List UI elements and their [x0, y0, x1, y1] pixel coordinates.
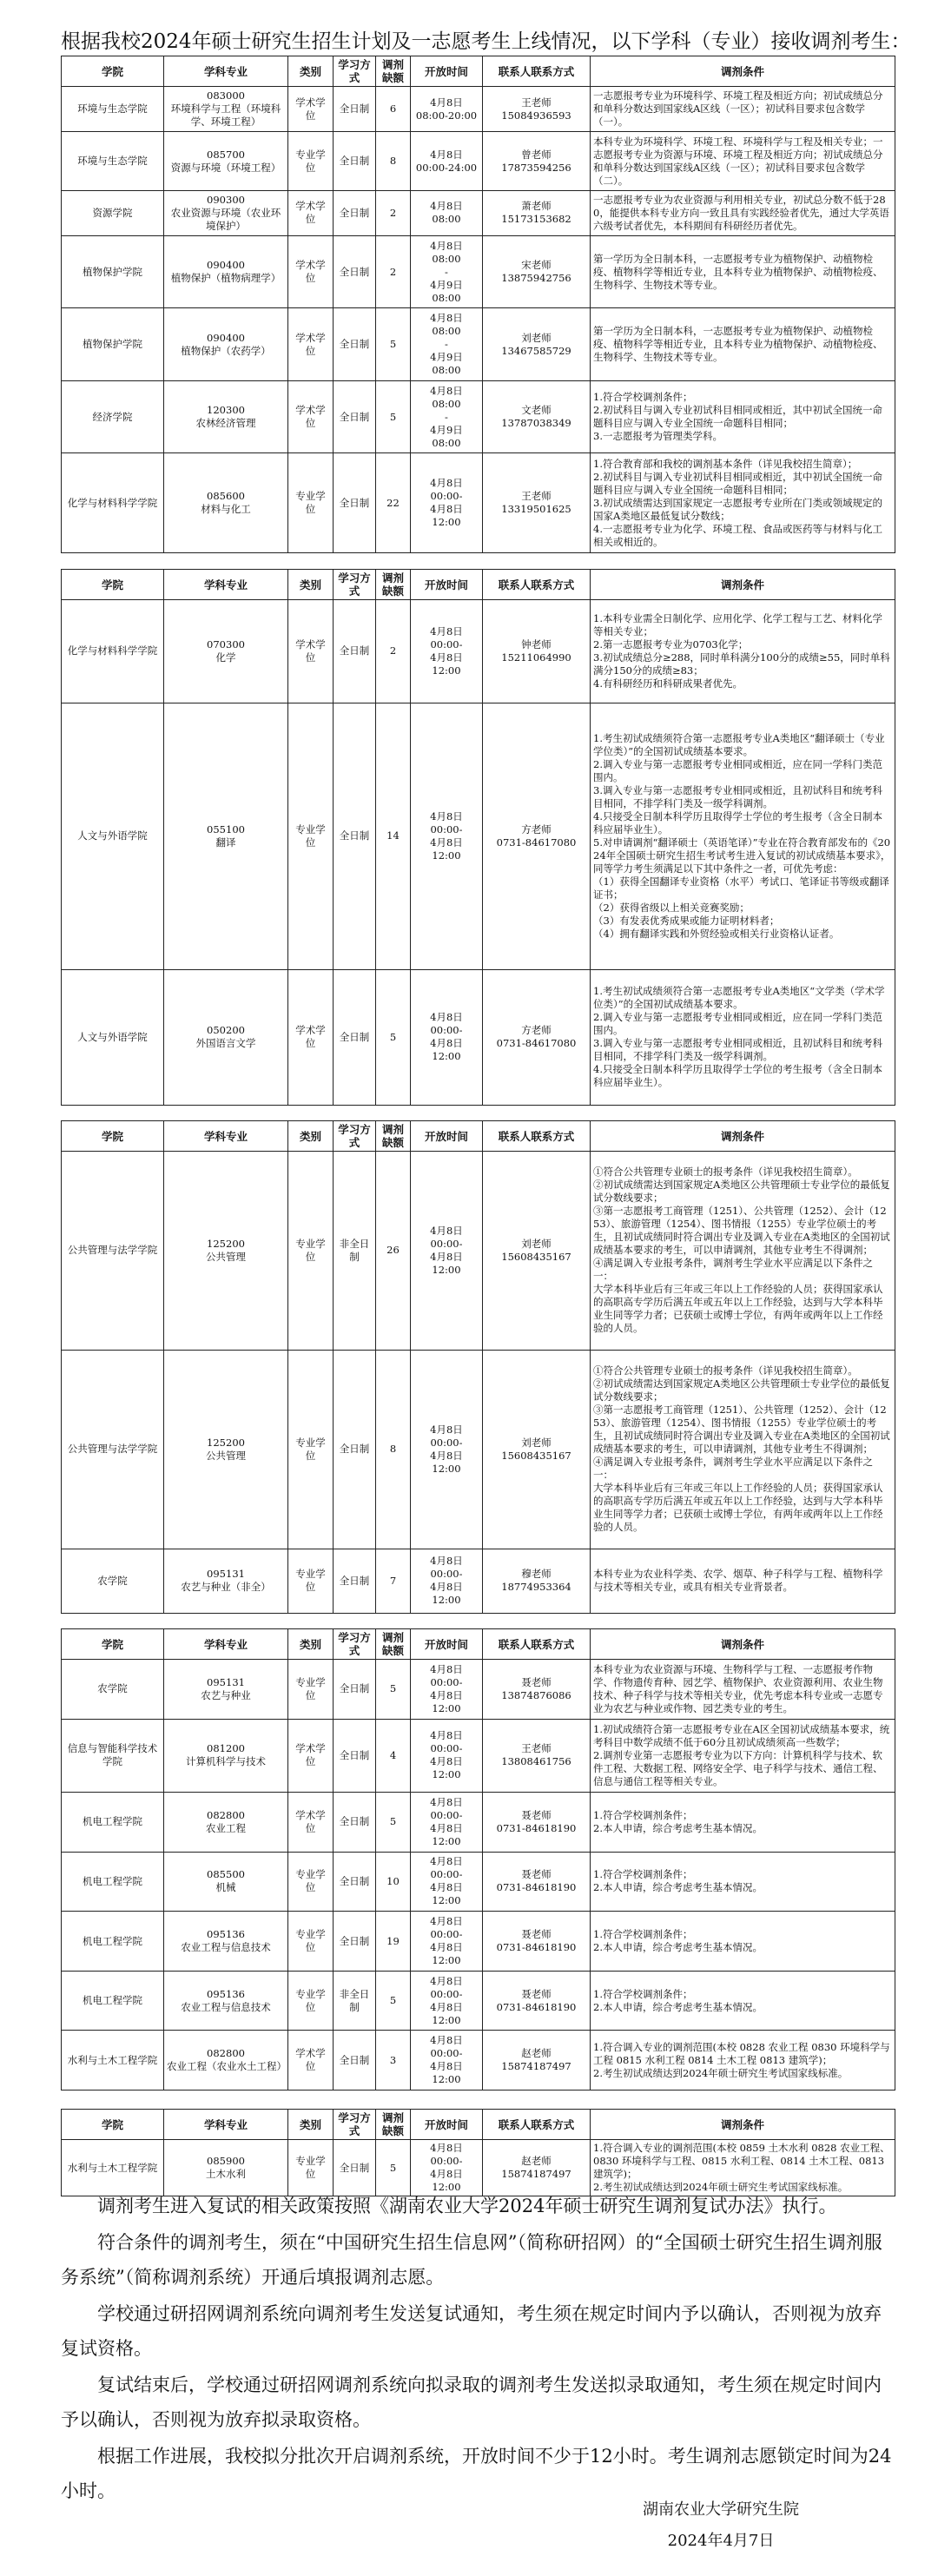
table-cell: 专业学位	[288, 703, 334, 969]
column-header: 学习方式	[334, 2110, 376, 2140]
column-header: 调剂缺额	[376, 2110, 411, 2140]
table-cell: 农学院	[62, 1660, 164, 1720]
table-cell: 090400 植物保护（农药学）	[164, 308, 288, 380]
table-cell: 学术学位	[288, 236, 334, 308]
table-cell: 钟老师 15211064990	[483, 600, 591, 703]
table-cell: 全日制	[334, 236, 376, 308]
table-cell: 专业学位	[288, 1912, 334, 1972]
adjustment-table	[61, 2109, 895, 2196]
table-cell: 4月8日 00:00- 4月8日 12:00	[411, 1549, 483, 1613]
table-cell: 全日制	[334, 703, 376, 969]
table-cell: 1.符合教育部和我校的调剂基本条件（详见我校招生简章）； 2.初试科目与调入专业初试科目相同或相近，其中初试全国统一命题科目应与调入专业全国统一命题科目相同； 3.初试成绩需达到国家规定一志愿报考专业所在门类或领域规定的国家A类地区最低复试分数线； 4.一志愿报考专业为化学、环境工程、食品或医药等与材料与化工相关或相近的。	[591, 453, 895, 553]
table-cell: 专业学位	[288, 132, 334, 191]
table-cell: 7	[376, 1549, 411, 1613]
table-cell: 1.考生初试成绩须符合第一志愿报考专业A类地区“翻译硕士（专业学位类）”的全国初试成绩基本要求。 2.调入专业与第一志愿报考专业相同或相近，应在同一学科门类范围内。 3.调入专业与第一志愿报考专业相同或相近，且初试科目和统考科目相同，不排学科门类及一级学科调剂。 4.只接受全日制本科学历且取得学士学位的考生报考（含全日制本科应届毕业生）。 5.对申请调剂“翻译硕士（英语笔译）”专业在符合教育部发布的《2024年全国硕士研究生招生考试考生进入复试的初试成绩基本要求》，同等学力考生须满足以下其中条件之一者，可优先考虑： （1）获得全国翻译专业资格（水平）考试口、笔译证书等级或翻译证书； （2）获得省级以上相关竞赛奖励； （3）有发表优秀成果或能力证明材料者； （4）拥有翻译实践和外贸经验或相关行业资格认证者。	[591, 703, 895, 969]
table-cell: 090300 农业资源与环境（农业环境保护）	[164, 190, 288, 235]
adjustment-table	[61, 1120, 895, 1614]
table-cell: 聂老师 0731-84618190	[483, 1971, 591, 2031]
table-row	[62, 1660, 895, 1720]
table-cell: 全日制	[334, 87, 376, 132]
table-cell: 全日制	[334, 1793, 376, 1853]
table-cell: 1.符合调入专业的调剂范围(本校 0859 土木水利 0828 农业工程、0830 环境科学与工程、0815 水利工程、0814 土木工程、0813 建筑学)； 2.考生初试成绩达到2024年硕士研究生考试国家线标准。	[591, 2140, 895, 2196]
table-cell: 专业学位	[288, 1549, 334, 1613]
table-row	[62, 1912, 895, 1972]
table-cell: 宋老师 13875942756	[483, 236, 591, 308]
column-header: 联系人联系方式	[483, 2110, 591, 2140]
table-cell: 070300 化学	[164, 600, 288, 703]
table-cell: ①符合公共管理专业硕士的报考条件（详见我校招生简章）。 ②初试成绩需达到国家规定A类地区公共管理硕士专业学位的最低复试分数线要求； ③第一志愿报考工商管理（1251）、公共管理（1252）、会计（1253）、旅游管理（1254）、图书情报（1255）专业学位硕士的考生，且初试成绩同时符合调出专业及调入专业在A类地区的全国初试成绩基本要求的考生，可以申请调剂，其他专业考生不得调剂； ④满足调入专业报考条件，调剂考生学业水平应满足以下条件之一： 大学本科毕业后有三年或三年以上工作经验的人员；获得国家承认的高职高专学历后满五年或五年以上工作经验，达到与大学本科毕业生同等学力者；已获硕士或博士学位，有两年或两年以上工作经验的人员。	[591, 1350, 895, 1549]
table-cell: 公共管理与法学学院	[62, 1350, 164, 1549]
table-cell: 1.符合学校调剂条件； 2.本人申请，综合考虑考生基本情况。	[591, 1971, 895, 2031]
table-cell: 学术学位	[288, 87, 334, 132]
table-cell: 083000 环境科学与工程（环境科学、环境工程）	[164, 87, 288, 132]
table-cell: 1.符合调入专业的调剂范围(本校 0828 农业工程 0830 环境科学与工程 0815 水利工程 0814 土木工程 0813 建筑学)； 2.考生初试成绩达到2024年硕士研究生考试国家线标准。	[591, 2031, 895, 2091]
table-row	[62, 1350, 895, 1549]
table-cell: 全日制	[334, 380, 376, 452]
table-cell: 全日制	[334, 2140, 376, 2196]
table-cell: 5	[376, 380, 411, 452]
table-cell: 王老师 13319501625	[483, 453, 591, 553]
column-header: 学科专业	[164, 2110, 288, 2140]
table-row	[62, 2031, 895, 2091]
table-cell: 8	[376, 1350, 411, 1549]
table-cell: 095136 农业工程与信息技术	[164, 1912, 288, 1972]
table-cell: 机电工程学院	[62, 1971, 164, 2031]
table-cell: 1.初试成绩符合第一志愿报考专业在A区全国初试成绩基本要求，统考科目中数学成绩不低于60分且初试成绩须高一些数学； 2.调剂专业第一志愿报考专业为以下方向：计算机科学与技术、软件工程、大数据工程、网络安全学、电子科学与技术、通信工程、信息与通信工程等相关专业。	[591, 1719, 895, 1792]
table-cell: 22	[376, 453, 411, 553]
table-cell: 聂老师 0731-84618190	[483, 1852, 591, 1912]
table-cell: 全日制	[334, 190, 376, 235]
column-header: 学习方式	[334, 1121, 376, 1152]
table-row	[62, 1549, 895, 1613]
table-cell: 085500 机械	[164, 1852, 288, 1912]
table-cell: 本科专业为环境科学、环境工程、环境科学与工程及相关专业；一志愿报考专业为资源与环境、环境工程及相近方向；初试成绩总分和单科分数达到国家线A区线（一区）；初试科目要求包含数学（二）。	[591, 132, 895, 191]
column-header: 调剂条件	[591, 1629, 895, 1660]
table-cell: 4月8日 00:00- 4月8日 12:00	[411, 1350, 483, 1549]
table-row	[62, 1719, 895, 1792]
table-cell: 1.考生初试成绩须符合第一志愿报考专业A类地区“文学类（学术学位类）”的全国初试成绩基本要求。 2.调入专业与第一志愿报考专业相同或相近，应在同一学科门类范围内。 3.调入专业与第一志愿报考专业相同或相近，且初试科目和统考科目相同，不排学科门类及一级学科调剂。 4.只接受全日制本科学历且取得学士学位的考生报考（含全日制本科应届毕业生）。	[591, 969, 895, 1105]
column-header: 开放时间	[411, 1629, 483, 1660]
column-header: 类别	[288, 1121, 334, 1152]
column-header: 学科专业	[164, 570, 288, 600]
table-cell: 学术学位	[288, 1793, 334, 1853]
table-cell: 5	[376, 1971, 411, 2031]
table-cell: 第一学历为全日制本科，一志愿报考专业为植物保护、动植物检疫、植物科学等相近专业，且本科专业为植物保护、动植物检疫、生物科学、生物技术等专业。	[591, 236, 895, 308]
table-cell: 穆老师 18774953364	[483, 1549, 591, 1613]
table-cell: 1.符合学校调剂条件； 2.本人申请，综合考虑考生基本情况。	[591, 1852, 895, 1912]
column-header: 调剂缺额	[376, 1629, 411, 1660]
table-row	[62, 1971, 895, 2031]
table-cell: 095131 农艺与种业（非全）	[164, 1549, 288, 1613]
table-cell: 1.本科专业需全日制化学、应用化学、化学工程与工艺、材料化学等相关专业； 2.第一志愿报考专业为0703化学； 3.初试成绩总分≥288，同时单科满分100分的成绩≥55，同时单科满分150分的成绩≥83； 4.有科研经历和科研成果者优先。	[591, 600, 895, 703]
intro-text: 根据我校2024年硕士研究生招生计划及一志愿考生上线情况，以下学科（专业）接收调剂考生：	[61, 30, 911, 53]
table-cell: 120300 农林经济管理	[164, 380, 288, 452]
table-cell: 专业学位	[288, 1852, 334, 1912]
table-cell: 4月8日 00:00- 4月8日 12:00	[411, 1852, 483, 1912]
table-cell: 机电工程学院	[62, 1912, 164, 1972]
table-cell: 2	[376, 236, 411, 308]
table-cell: 5	[376, 1793, 411, 1853]
table-cell: 5	[376, 969, 411, 1105]
table-header-row	[62, 56, 895, 87]
table-cell: 090400 植物保护（植物病理学）	[164, 236, 288, 308]
table-cell: 全日制	[334, 308, 376, 380]
table-cell: 125200 公共管理	[164, 1350, 288, 1549]
table-cell: 资源学院	[62, 190, 164, 235]
table-cell: 刘老师 15608435167	[483, 1152, 591, 1351]
table-cell: 050200 外国语言文学	[164, 969, 288, 1105]
table-cell: 赵老师 15874187497	[483, 2140, 591, 2196]
column-header: 类别	[288, 2110, 334, 2140]
table-cell: 4月8日 00:00- 4月8日 12:00	[411, 1660, 483, 1720]
table-cell: 全日制	[334, 2031, 376, 2091]
adjustment-table	[61, 56, 895, 553]
column-header: 类别	[288, 570, 334, 600]
table-cell: ①符合公共管理专业硕士的报考条件（详见我校招生简章）。 ②初试成绩需达到国家规定A类地区公共管理硕士专业学位的最低复试分数线要求； ③第一志愿报考工商管理（1251）、公共管理（1252）、会计（1253）、旅游管理（1254）、图书情报（1255）专业学位硕士的考生，且初试成绩同时符合调出专业及调入专业在A类地区的全国初试成绩基本要求的考生，可以申请调剂，其他专业考生不得调剂； ④满足调入专业报考条件，调剂考生学业水平应满足以下条件之一： 大学本科毕业后有三年或三年以上工作经验的人员；获得国家承认的高职高专学历后满五年或五年以上工作经验，达到与大学本科毕业生同等学力者；已获硕士或博士学位，有两年或两年以上工作经验的人员。	[591, 1152, 895, 1351]
column-header: 类别	[288, 56, 334, 87]
table-cell: 王老师 15084936593	[483, 87, 591, 132]
table-cell: 5	[376, 2140, 411, 2196]
table-row	[62, 132, 895, 191]
table-cell: 14	[376, 703, 411, 969]
table-cell: 全日制	[334, 453, 376, 553]
column-header: 调剂缺额	[376, 570, 411, 600]
table-cell: 人文与外语学院	[62, 703, 164, 969]
table-cell: 3	[376, 2031, 411, 2091]
table-cell: 植物保护学院	[62, 308, 164, 380]
table-header-row	[62, 1121, 895, 1152]
column-header: 学科专业	[164, 1121, 288, 1152]
table-cell: 4月8日 08:00-20:00	[411, 87, 483, 132]
table-cell: 085900 土木水利	[164, 2140, 288, 2196]
table-cell: 4月8日 00:00-24:00	[411, 132, 483, 191]
table-cell: 5	[376, 1660, 411, 1720]
table-cell: 学术学位	[288, 190, 334, 235]
table-cell: 2	[376, 600, 411, 703]
table-header-row	[62, 1629, 895, 1660]
table-cell: 6	[376, 87, 411, 132]
table-cell: 化学与材料科学学院	[62, 453, 164, 553]
table-cell: 全日制	[334, 1719, 376, 1792]
table-row	[62, 600, 895, 703]
column-header: 调剂条件	[591, 570, 895, 600]
table-cell: 全日制	[334, 1350, 376, 1549]
column-header: 联系人联系方式	[483, 570, 591, 600]
table-row	[62, 380, 895, 452]
column-header: 开放时间	[411, 570, 483, 600]
table-cell: 一志愿报考专业为农业资源与利用相关专业，初试总分数不低于280，能提供本科专业方向一致且具有实践经验者优先，通过大学英语六级考试者优先，本科期间有科研经历者优先。	[591, 190, 895, 235]
note-paragraph: 复试结束后，学校通过研招网调剂系统向拟录取的调剂考生发送拟录取通知，考生须在规定时间内予以确认，否则视为放弃拟录取资格。	[61, 2375, 882, 2430]
column-header: 联系人联系方式	[483, 56, 591, 87]
table-cell: 学术学位	[288, 969, 334, 1105]
table-cell: 4月8日 00:00- 4月8日 12:00	[411, 1152, 483, 1351]
table-cell: 水利与土木工程学院	[62, 2031, 164, 2091]
table-cell: 4月8日 00:00- 4月8日 12:00	[411, 1971, 483, 2031]
column-header: 学科专业	[164, 56, 288, 87]
table-cell: 26	[376, 1152, 411, 1351]
column-header: 学习方式	[334, 1629, 376, 1660]
table-cell: 4月8日 08:00 - 4月9日 08:00	[411, 308, 483, 380]
table-cell: 学术学位	[288, 600, 334, 703]
table-cell: 本科专业为农业科学类、农学、烟草、种子科学与工程、植物科学与技术等相关专业，或具有相关专业背景者。	[591, 1549, 895, 1613]
table-cell: 125200 公共管理	[164, 1152, 288, 1351]
column-header: 学院	[62, 570, 164, 600]
table-cell: 非全日制	[334, 1152, 376, 1351]
table-cell: 专业学位	[288, 1152, 334, 1351]
table-cell: 赵老师 15874187497	[483, 2031, 591, 2091]
table-cell: 方老师 0731-84617080	[483, 703, 591, 969]
table-cell: 机电工程学院	[62, 1852, 164, 1912]
table-cell: 095136 农业工程与信息技术	[164, 1971, 288, 2031]
table-cell: 4	[376, 1719, 411, 1792]
table-cell: 第一学历为全日制本科，一志愿报考专业为植物保护、动植物检疫、植物科学等相近专业，且本科专业为植物保护、动植物检疫、生物科学、生物技术等专业。	[591, 308, 895, 380]
column-header: 开放时间	[411, 1121, 483, 1152]
table-cell: 专业学位	[288, 453, 334, 553]
table-cell: 专业学位	[288, 2140, 334, 2196]
table-cell: 刘老师 13467585729	[483, 308, 591, 380]
table-row	[62, 1152, 895, 1351]
column-header: 开放时间	[411, 2110, 483, 2140]
table-cell: 4月8日 00:00- 4月8日 12:00	[411, 453, 483, 553]
table-cell: 专业学位	[288, 1350, 334, 1549]
table-cell: 全日制	[334, 969, 376, 1105]
column-header: 学习方式	[334, 570, 376, 600]
note-paragraph: 调剂考生进入复试的相关政策按照《湖南农业大学2024年硕士研究生调剂复试办法》执行。	[97, 2196, 837, 2216]
column-header: 学院	[62, 2110, 164, 2140]
column-header: 联系人联系方式	[483, 1629, 591, 1660]
table-cell: 5	[376, 308, 411, 380]
table-cell: 4月8日 08:00 - 4月9日 08:00	[411, 380, 483, 452]
table-cell: 全日制	[334, 1852, 376, 1912]
signature-date: 2024年4月7日	[667, 2532, 775, 2550]
table-cell: 机电工程学院	[62, 1793, 164, 1853]
table-cell: 1.符合学校调剂条件； 2.初试科目与调入专业初试科目相同或相近，其中初试全国统一命题科目应与调入专业全国统一命题科目相同； 3.一志愿报考为管理类学科。	[591, 380, 895, 452]
table-row	[62, 236, 895, 308]
table-cell: 文老师 13787038349	[483, 380, 591, 452]
table-cell: 专业学位	[288, 1660, 334, 1720]
table-cell: 095131 农艺与种业	[164, 1660, 288, 1720]
table-cell: 学术学位	[288, 2031, 334, 2091]
table-cell: 19	[376, 1912, 411, 1972]
table-cell: 082800 农业工程（农业水土工程）	[164, 2031, 288, 2091]
table-cell: 1.符合学校调剂条件； 2.本人申请，综合考虑考生基本情况。	[591, 1793, 895, 1853]
table-row	[62, 87, 895, 132]
table-row	[62, 190, 895, 235]
signature-block	[565, 2494, 877, 2557]
table-cell: 信息与智能科学技术学院	[62, 1719, 164, 1792]
table-row	[62, 969, 895, 1105]
table-cell: 化学与材料科学学院	[62, 600, 164, 703]
table-cell: 全日制	[334, 1549, 376, 1613]
table-cell: 085700 资源与环境（环境工程）	[164, 132, 288, 191]
table-cell: 全日制	[334, 132, 376, 191]
table-cell: 4月8日 00:00- 4月8日 12:00	[411, 969, 483, 1105]
table-cell: 4月8日 08:00	[411, 190, 483, 235]
table-cell: 本科专业为农业资源与环境、生物科学与工程、一志愿报考作物学、作物遗传育种、园艺学、植物保护、农业资源利用、农业生物技术、种子科学与技术等相关专业，优先考虑本科专业或一志愿专业为农艺与种业或作物、园艺类专业的考生。	[591, 1660, 895, 1720]
table-cell: 聂老师 0731-84618190	[483, 1793, 591, 1853]
table-cell: 4月8日 00:00- 4月8日 12:00	[411, 1912, 483, 1972]
table-cell: 055100 翻译	[164, 703, 288, 969]
table-cell: 王老师 13808461756	[483, 1719, 591, 1792]
adjustment-table	[61, 1628, 895, 2091]
column-header: 学科专业	[164, 1629, 288, 1660]
table-cell: 环境与生态学院	[62, 87, 164, 132]
table-row	[62, 308, 895, 380]
column-header: 联系人联系方式	[483, 1121, 591, 1152]
table-cell: 学术学位	[288, 380, 334, 452]
adjustment-table	[61, 569, 895, 1106]
table-row	[62, 703, 895, 969]
table-row	[62, 453, 895, 553]
table-header-row	[62, 2110, 895, 2140]
table-cell: 4月8日 00:00- 4月8日 12:00	[411, 2031, 483, 2091]
table-cell: 4月8日 00:00- 4月8日 12:00	[411, 1793, 483, 1853]
column-header: 类别	[288, 1629, 334, 1660]
note-paragraph: 符合条件的调剂考生，须在“中国研究生招生信息网”（简称研招网）的“全国硕士研究生招生调剂服务系统”（简称调剂系统）开通后填报调剂志愿。	[61, 2232, 882, 2288]
table-cell: 4月8日 00:00- 4月8日 12:00	[411, 2140, 483, 2196]
column-header: 调剂缺额	[376, 56, 411, 87]
table-cell: 学术学位	[288, 308, 334, 380]
notes-section	[61, 2189, 895, 2510]
table-cell: 4月8日 00:00- 4月8日 12:00	[411, 1719, 483, 1792]
column-header: 调剂条件	[591, 56, 895, 87]
note-paragraph: 学校通过研招网调剂系统向调剂考生发送复试通知，考生须在规定时间内予以确认，否则视为放弃复试资格。	[61, 2303, 882, 2359]
column-header: 学院	[62, 1629, 164, 1660]
table-cell: 刘老师 15608435167	[483, 1350, 591, 1549]
table-cell: 081200 计算机科学与技术	[164, 1719, 288, 1792]
table-cell: 全日制	[334, 1912, 376, 1972]
signature-org: 湖南农业大学研究生院	[643, 2500, 799, 2519]
table-cell: 人文与外语学院	[62, 969, 164, 1105]
table-cell: 植物保护学院	[62, 236, 164, 308]
table-cell: 一志愿报考专业为环境科学、环境工程及相近方向；初试成绩总分和单科分数达到国家线A区线（一区）；初试科目要求包含数学（一）。	[591, 87, 895, 132]
table-cell: 非全日制	[334, 1971, 376, 2031]
column-header: 学院	[62, 56, 164, 87]
table-cell: 农学院	[62, 1549, 164, 1613]
table-cell: 2	[376, 190, 411, 235]
table-cell: 10	[376, 1852, 411, 1912]
column-header: 调剂缺额	[376, 1121, 411, 1152]
table-cell: 方老师 0731-84617080	[483, 969, 591, 1105]
table-cell: 专业学位	[288, 1971, 334, 2031]
note-paragraph: 根据工作进展，我校拟分批次开启调剂系统，开放时间不少于12小时。考生调剂志愿锁定时间为24小时。	[61, 2446, 892, 2501]
table-cell: 萧老师 15173153682	[483, 190, 591, 235]
table-row	[62, 1793, 895, 1853]
table-cell: 环境与生态学院	[62, 132, 164, 191]
column-header: 开放时间	[411, 56, 483, 87]
table-row	[62, 1852, 895, 1912]
table-cell: 082800 农业工程	[164, 1793, 288, 1853]
table-cell: 经济学院	[62, 380, 164, 452]
column-header: 学习方式	[334, 56, 376, 87]
table-cell: 全日制	[334, 600, 376, 703]
table-header-row	[62, 570, 895, 600]
table-cell: 4月8日 00:00- 4月8日 12:00	[411, 703, 483, 969]
table-cell: 085600 材料与化工	[164, 453, 288, 553]
table-cell: 聂老师 13874876086	[483, 1660, 591, 1720]
table-cell: 8	[376, 132, 411, 191]
table-cell: 学术学位	[288, 1719, 334, 1792]
column-header: 学院	[62, 1121, 164, 1152]
table-cell: 公共管理与法学学院	[62, 1152, 164, 1351]
column-header: 调剂条件	[591, 1121, 895, 1152]
table-cell: 全日制	[334, 1660, 376, 1720]
table-cell: 水利与土木工程学院	[62, 2140, 164, 2196]
table-cell: 曾老师 17873594256	[483, 132, 591, 191]
table-cell: 1.符合学校调剂条件； 2.本人申请，综合考虑考生基本情况。	[591, 1912, 895, 1972]
table-row	[62, 2140, 895, 2196]
column-header: 调剂条件	[591, 2110, 895, 2140]
table-cell: 4月8日 08:00 - 4月9日 08:00	[411, 236, 483, 308]
table-cell: 4月8日 00:00- 4月8日 12:00	[411, 600, 483, 703]
table-cell: 聂老师 0731-84618190	[483, 1912, 591, 1972]
